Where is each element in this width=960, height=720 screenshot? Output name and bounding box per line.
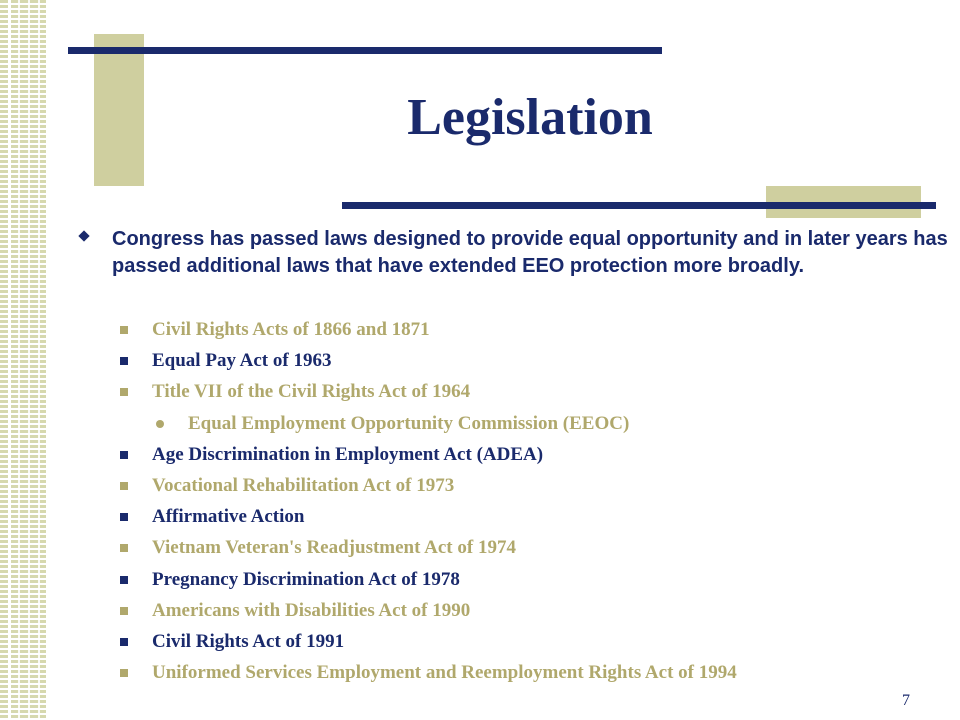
square-bullet-icon [120,388,128,396]
square-bullet-icon [120,357,128,365]
list-item [118,626,918,657]
legislation-list [118,314,918,688]
square-bullet-icon [120,576,128,584]
diamond-bullet-icon [78,230,89,241]
title-accent-block [94,34,144,186]
square-bullet-icon [120,607,128,615]
list-item [118,408,918,439]
list-item-label: Affirmative Action [152,506,305,528]
square-bullet-icon [120,669,128,677]
list-item-label: Vietnam Veteran's Readjustment Act of 1974 [152,537,516,559]
square-bullet-icon [120,513,128,521]
list-item [118,501,918,532]
list-item-label: Pregnancy Discrimination Act of 1978 [152,568,460,590]
intro-text: Congress has passed laws designed to provide equal opportunity and in later years has passed additional laws that have extended EEO protection more broadly. [112,228,948,277]
left-grid-overlay [0,0,46,720]
list-item-label: Vocational Rehabilitation Act of 1973 [152,474,455,496]
list-item [118,657,918,688]
square-bullet-icon [120,482,128,490]
list-item-label: Americans with Disabilities Act of 1990 [152,599,471,621]
list-item [118,564,918,595]
list-item-label: Uniformed Services Employment and Reemployment Rights Act of 1994 [152,662,737,684]
list-item-label: Age Discrimination in Employment Act (ADEA) [152,443,544,465]
list-item [118,376,918,407]
list-item [118,595,918,626]
list-item [118,314,918,345]
list-item [118,470,918,501]
intro-bullet [78,226,948,280]
list-item-label: Civil Rights Act of 1991 [152,630,345,652]
list-item-label: Equal Pay Act of 1963 [152,350,332,372]
round-bullet-icon [156,420,164,428]
title-accent-line-top [68,47,662,54]
list-item [118,345,918,376]
square-bullet-icon [120,451,128,459]
slide-title: Legislation [407,89,653,146]
list-item-label: Civil Rights Acts of 1866 and 1871 [152,319,430,340]
list-item-label: Title VII of the Civil Rights Act of 1964 [152,381,471,403]
square-bullet-icon [120,326,128,334]
title-accent-line-bottom [342,202,936,209]
page-number: 7 [902,692,910,709]
list-item-label: Equal Employment Opportunity Commission (EEOC) [188,412,630,434]
list-item [118,532,918,563]
square-bullet-icon [120,638,128,646]
square-bullet-icon [120,544,128,552]
list-item [118,439,918,470]
